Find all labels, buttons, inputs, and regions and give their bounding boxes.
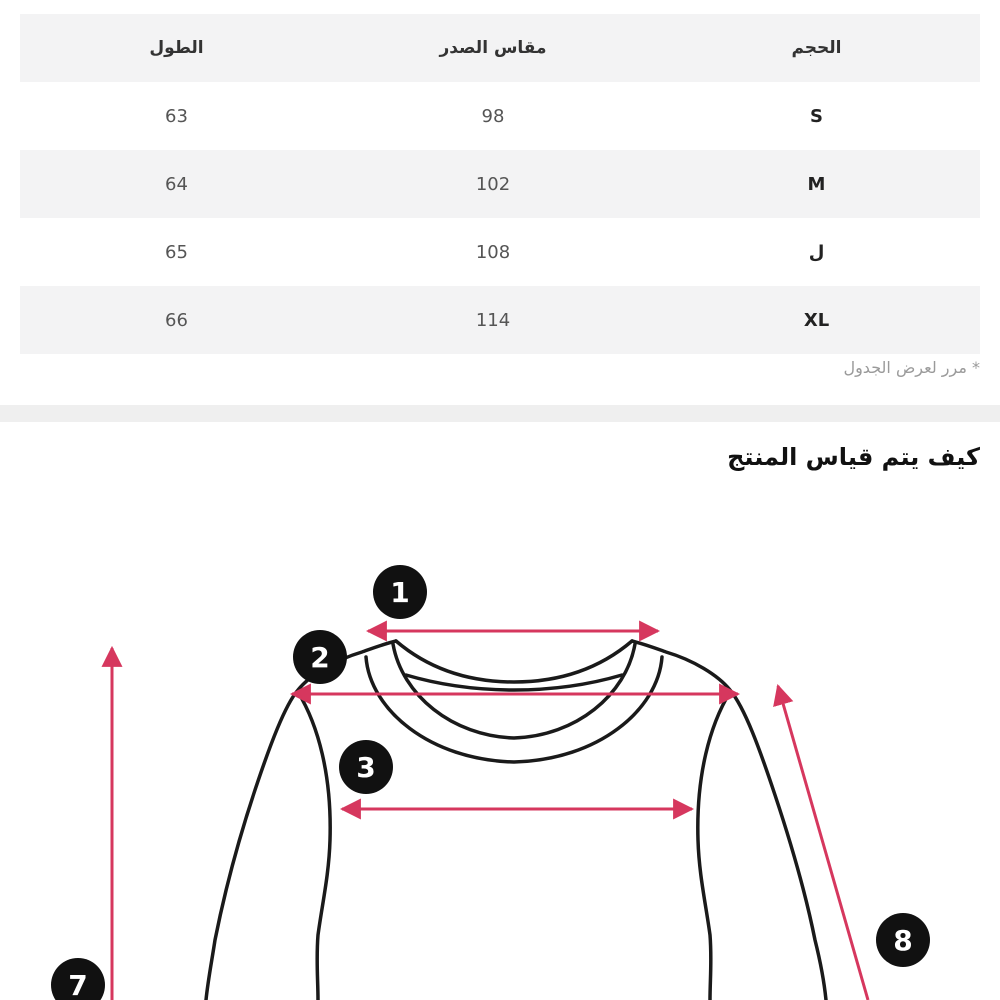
scroll-hint-note: * مرر لعرض الجدول bbox=[843, 358, 980, 377]
collar-outer bbox=[366, 657, 662, 762]
size-cell: XL bbox=[653, 286, 980, 354]
table-row bbox=[20, 150, 980, 218]
measurement-diagram bbox=[0, 510, 1000, 1000]
header-chest: مقاس الصدر bbox=[333, 14, 653, 82]
chest-cell: 114 bbox=[333, 286, 653, 354]
chest-cell: 98 bbox=[333, 82, 653, 150]
length-cell: 66 bbox=[20, 286, 333, 354]
marker-2 bbox=[293, 630, 347, 684]
size-chart-table bbox=[20, 14, 980, 354]
marker-3 bbox=[339, 740, 393, 794]
table-row bbox=[20, 218, 980, 286]
table-row bbox=[20, 82, 980, 150]
marker-1 bbox=[373, 565, 427, 619]
measure-arrows bbox=[112, 631, 868, 1000]
marker-1-label: 1 bbox=[390, 576, 410, 609]
table-header-row bbox=[20, 14, 980, 82]
size-cell: ل bbox=[653, 218, 980, 286]
header-length: الطول bbox=[20, 14, 333, 82]
right-body-side bbox=[698, 692, 730, 1000]
length-cell: 64 bbox=[20, 150, 333, 218]
header-size: الحجم bbox=[653, 14, 980, 82]
marker-2-label: 2 bbox=[310, 641, 330, 674]
left-body-side bbox=[298, 692, 330, 1000]
chest-cell: 108 bbox=[333, 218, 653, 286]
section-divider bbox=[0, 405, 1000, 422]
length-cell: 65 bbox=[20, 218, 333, 286]
section-title: كيف يتم قياس المنتج bbox=[727, 443, 980, 471]
chest-cell: 102 bbox=[333, 150, 653, 218]
marker-8-label: 8 bbox=[893, 924, 913, 957]
neckline-back bbox=[396, 641, 632, 682]
marker-8 bbox=[876, 913, 930, 967]
marker-7 bbox=[51, 958, 105, 1000]
table-row bbox=[20, 286, 980, 354]
marker-7-label: 7 bbox=[68, 969, 88, 1000]
length-cell: 63 bbox=[20, 82, 333, 150]
marker-3-label: 3 bbox=[356, 751, 376, 784]
size-cell: S bbox=[653, 82, 980, 150]
size-cell: M bbox=[653, 150, 980, 218]
